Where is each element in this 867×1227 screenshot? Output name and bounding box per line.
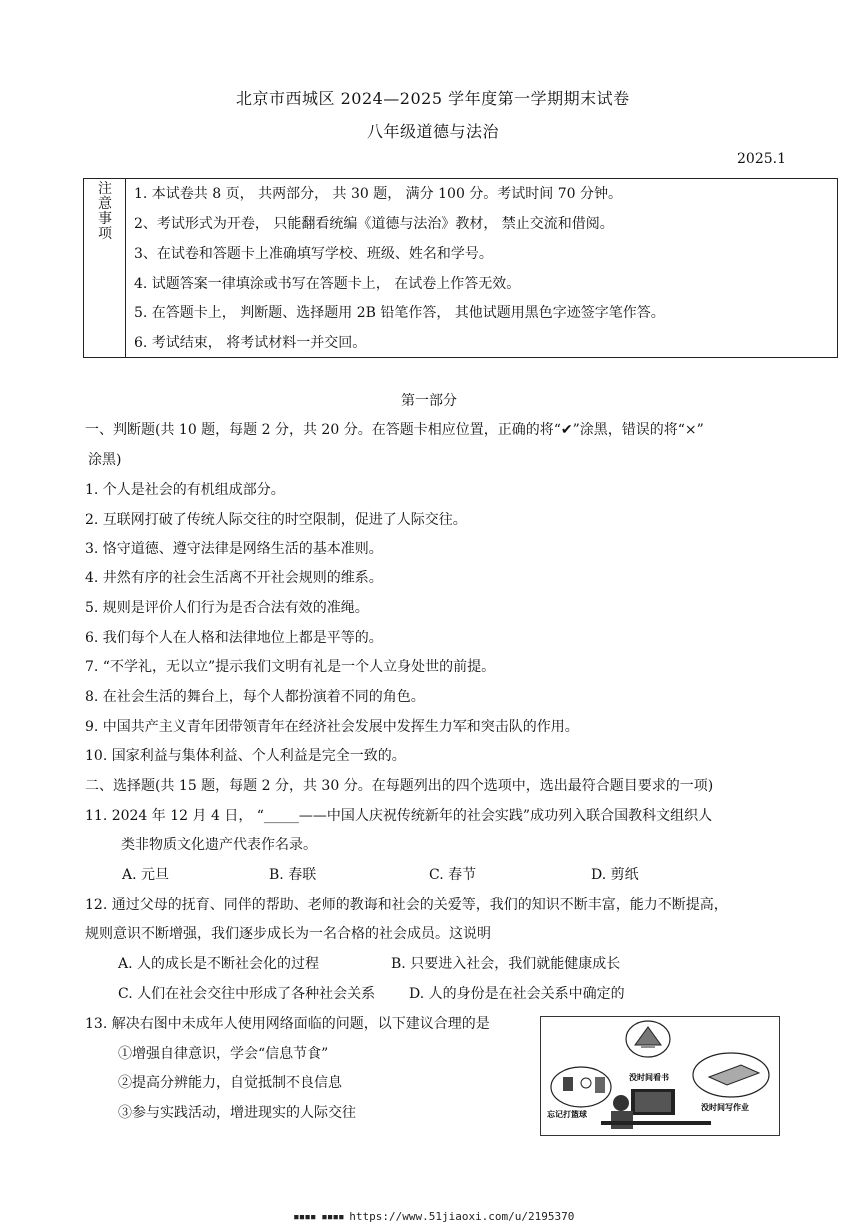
- question-11: 11. 2024 年 12 月 4 日， “_____——中国人庆祝传统新年的社会实践”成功列入联合国教科文组织人: [85, 808, 713, 824]
- q13-item-3: ③参与实践活动，增进现实的人际交往: [118, 1105, 356, 1121]
- notice-item-4: 4. 试题答案一律填涂或书写在答题卡上， 在试卷上作答无效。: [134, 276, 521, 292]
- notice-label: 注意事项: [98, 181, 112, 242]
- question-6: 6. 我们每个人在人格和法律地位上都是平等的。: [85, 630, 383, 646]
- q13-item-1: ①增强自律意识，学会“信息节食”: [118, 1046, 329, 1062]
- section2-intro: 二、选择题(共 15 题，每题 2 分，共 30 分。在每题列出的四个选项中，选出最符合题目要求的一项): [85, 778, 714, 794]
- footer-url-text: https://www.51jiaoxi.com/u/2195370: [349, 1210, 575, 1223]
- q11-option-c: C. 春节: [429, 867, 477, 883]
- question-7: 7. “不学礼，无以立”提示我们文明有礼是一个人立身处世的前提。: [85, 659, 496, 675]
- q11-option-a: A. 元旦: [122, 867, 170, 883]
- caption-no-time-homework: 没时间写作业: [701, 1103, 749, 1112]
- q12-option-a: A. 人的成长是不断社会化的过程: [118, 956, 320, 972]
- question-3: 3. 恪守道德、遵守法律是网络生活的基本准则。: [85, 541, 383, 557]
- exam-title: 北京市西城区 2024—2025 学年度第一学期期末试卷: [236, 89, 630, 108]
- question-8: 8. 在社会生活的舞台上，每个人都扮演着不同的角色。: [85, 689, 425, 705]
- notice-item-3: 3、在试卷和答题卡上准确填写学校、班级、姓名和学号。: [134, 246, 493, 262]
- question-11-cont: 类非物质文化遗产代表作名录。: [121, 837, 317, 853]
- question-9: 9. 中国共产主义青年团带领青年在经济社会发展中发挥生力军和突击队的作用。: [85, 719, 579, 735]
- question-12-cont: 规则意识不断增强，我们逐步成长为一名合格的社会成员。这说明: [85, 926, 491, 942]
- q11-option-b: B. 春联: [269, 867, 317, 883]
- q11-option-d: D. 剪纸: [591, 867, 639, 883]
- notice-box: [83, 178, 838, 358]
- exam-date: 2025.1: [737, 151, 786, 167]
- question-10: 10. 国家利益与集体利益、个人利益是完全一致的。: [85, 748, 406, 764]
- question-5: 5. 规则是评价人们行为是否合法有效的准绳。: [85, 600, 369, 616]
- q12-option-d: D. 人的身份是在社会关系中确定的: [409, 986, 625, 1002]
- notice-label-column: [84, 179, 126, 357]
- caption-forgot-basketball: 忘记打篮球: [547, 1110, 587, 1119]
- q13-item-2: ②提高分辨能力，自觉抵制不良信息: [118, 1075, 342, 1091]
- question-1: 1. 个人是社会的有机组成部分。: [85, 482, 285, 498]
- question-13: 13. 解决右图中未成年人使用网络面临的问题，以下建议合理的是: [85, 1016, 490, 1032]
- part-title: 第一部分: [401, 393, 457, 409]
- notice-item-6: 6. 考试结束， 将考试材料一并交回。: [134, 335, 367, 351]
- section1-intro: 一、判断题(共 10 题，每题 2 分，共 20 分。在答题卡相应位置，正确的将“✔”涂黑，错误的将“×”: [85, 422, 704, 438]
- footer-mark: ▪▪▪▪ ▪▪▪▪: [293, 1210, 350, 1223]
- question-4: 4. 井然有序的社会生活离不开社会规则的维系。: [85, 570, 383, 586]
- footer-url: [293, 1210, 574, 1223]
- notice-item-1: 1. 本试卷共 8 页， 共两部分， 共 30 题， 满分 100 分。考试时间 70 分钟。: [134, 186, 623, 202]
- section1-intro-cont: 涂黑): [88, 452, 122, 468]
- caption-no-time-reading: 没时间看书: [629, 1073, 669, 1082]
- q12-option-b: B. 只要进入社会，我们就能健康成长: [391, 956, 621, 972]
- internet-use-illustration: [540, 1016, 780, 1136]
- exam-subject: 八年级道德与法治: [367, 122, 500, 141]
- question-12: 12. 通过父母的抚育、同伴的帮助、老师的教诲和社会的关爱等，我们的知识不断丰富，能力不断提高，: [85, 897, 728, 913]
- question-2: 2. 互联网打破了传统人际交往的时空限制，促进了人际交往。: [85, 512, 467, 528]
- notice-item-2: 2、考试形式为开卷， 只能翻看统编《道德与法治》教材， 禁止交流和借阅。: [134, 216, 614, 232]
- q12-option-c: C. 人们在社会交往中形成了各种社会关系: [118, 986, 376, 1002]
- illustration-drawing: [541, 1017, 779, 1135]
- notice-item-5: 5. 在答题卡上， 判断题、选择题用 2B 铅笔作答， 其他试题用黑色字迹签字笔作答。: [134, 305, 665, 321]
